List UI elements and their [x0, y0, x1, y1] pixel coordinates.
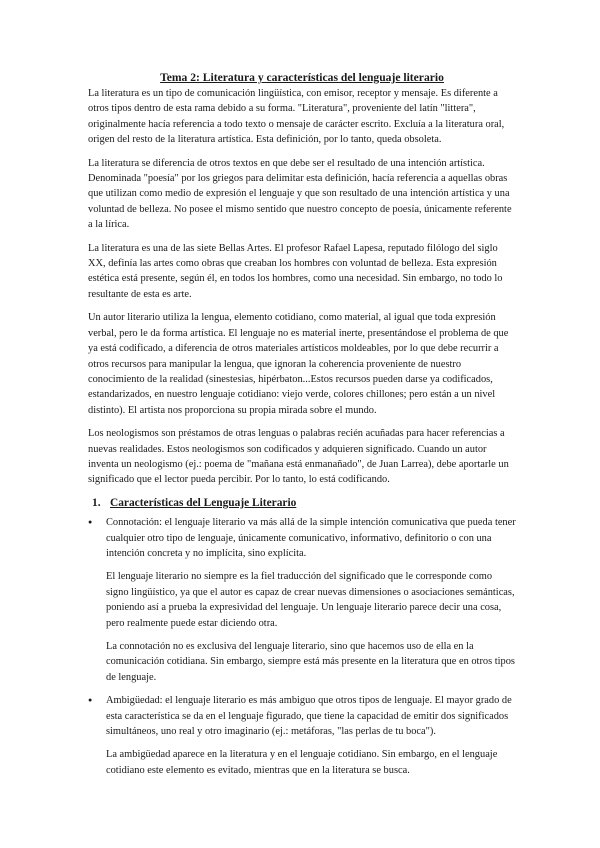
- list-item: [88, 515, 516, 561]
- paragraph: La literatura es un tipo de comunicación lingüística, con emisor, receptor y mensaje. Es diferente a otros tipos dentro de esta rama debido a su forma. "Literatura", proveniente del latín "littera", originalmente hacía referencia a todo texto o mensaje de carácter escrito. Excluía a la literatura oral, origen del resto de la literatura artística. Esta definición, por lo tanto, queda obsoleta.: [88, 88, 505, 146]
- section-number: 1.: [92, 496, 101, 509]
- list-item-text: Ambigüedad: el lenguaje literario es más ambiguo que otros tipos de lenguaje. El mayor grado de esta característica se da en el lenguaje figurado, que tiene la capacidad de emitir dos significados simultáneos, uno real y otro imaginario (ej.: metáforas, "las perlas de tu boca").: [106, 695, 512, 738]
- list-item-paragraph: La connotación no es exclusiva del lenguaje literario, sino que hacemos uso de ella en la comunicación cotidiana. Sin embargo, siempre está más presente en la literatura que en otros tipos de lenguaje.: [106, 641, 515, 683]
- document-title: Tema 2: Literatura y características del lenguaje literario: [160, 71, 444, 84]
- list-item: [88, 693, 516, 739]
- paragraph: La literatura es una de las siete Bellas Artes. El profesor Rafael Lapesa, reputado filólogo del siglo XX, definía las artes como obras que creaban los hombres con voluntad de belleza. Esta expresión estética está presente, según él, en todos los hombres, como una necesidad. Sin embargo, no todo lo resultante de esta es arte.: [88, 242, 503, 300]
- section-heading: [88, 496, 516, 511]
- section-heading-text: Características del Lenguaje Literario: [110, 496, 297, 509]
- paragraph: La literatura se diferencia de otros textos en que debe ser el resultado de una intención artística. Denominada "poesía" por los griegos para delimitar esta definición, hacía referencia a aquellas obras que utilizan como medio de expresión el lenguaje y que son resultado de una intención artística y una voluntad de belleza. No posee el mismo sentido que nuestro concepto de poesía, únicamente referente a la lírica.: [88, 157, 512, 231]
- bullet-icon: ●: [88, 696, 93, 705]
- list-item-text: Connotación: el lenguaje literario va más allá de la simple intención comunicativa que pueda tener cualquier otro tipo de lenguaje, únicamente comunicativo, informativo, definitorio o con una intención concreta y no implícita, sino explícita.: [106, 517, 516, 559]
- paragraph: Un autor literario utiliza la lengua, elemento cotidiano, como material, al igual que toda expresión verbal, pero le da forma artística. El lenguaje no es material inerte, presentándose el problema de que ya está codificado, a diferencia de otros materiales artísticos moldeables, por lo que debe recurrir a otros recursos para manipular la lengua, que ignoran la coherencia proveniente de nuestro conocimiento de la realidad (sinestesias, hipérbaton...Estos recursos pueden darse ya codificados, estandarizados, en nuestro lenguaje cotidiano: viejo verde, colores chillones; pero están a un nivel distinto). El artista nos proporciona su propia mirada sobre el mundo.: [88, 312, 509, 416]
- list-item-paragraph: La ambigüedad aparece en la literatura y en el lenguaje cotidiano. Sin embargo, en el lenguaje cotidiano este elemento es evitado, mientras que en la literatura se busca.: [106, 749, 498, 776]
- paragraph: Los neologismos son préstamos de otras lenguas o palabras recién acuñadas para hacer referencias a nuevas realidades. Estos neologismos son codificados y adquieren significado. Cuando un autor inventa un neologismo (ej.: poema de "mañana está enmanañado", de Juan Larrea), debe aportarle un significado que el lector pueda percibir. Por lo tanto, lo está codificando.: [88, 428, 509, 486]
- document-page: [88, 70, 516, 786]
- list-item-paragraph: El lenguaje literario no siempre es la fiel traducción del significado que le corresponde como signo lingüístico, ya que el autor es capaz de crear nuevas dimensiones o asociaciones semánticas, poniendo así a prueba la expresividad del lenguaje. Un lenguaje literario parece decir una cosa, pero realmente puede estar diciendo otra.: [106, 571, 515, 629]
- bullet-icon: ●: [88, 518, 93, 527]
